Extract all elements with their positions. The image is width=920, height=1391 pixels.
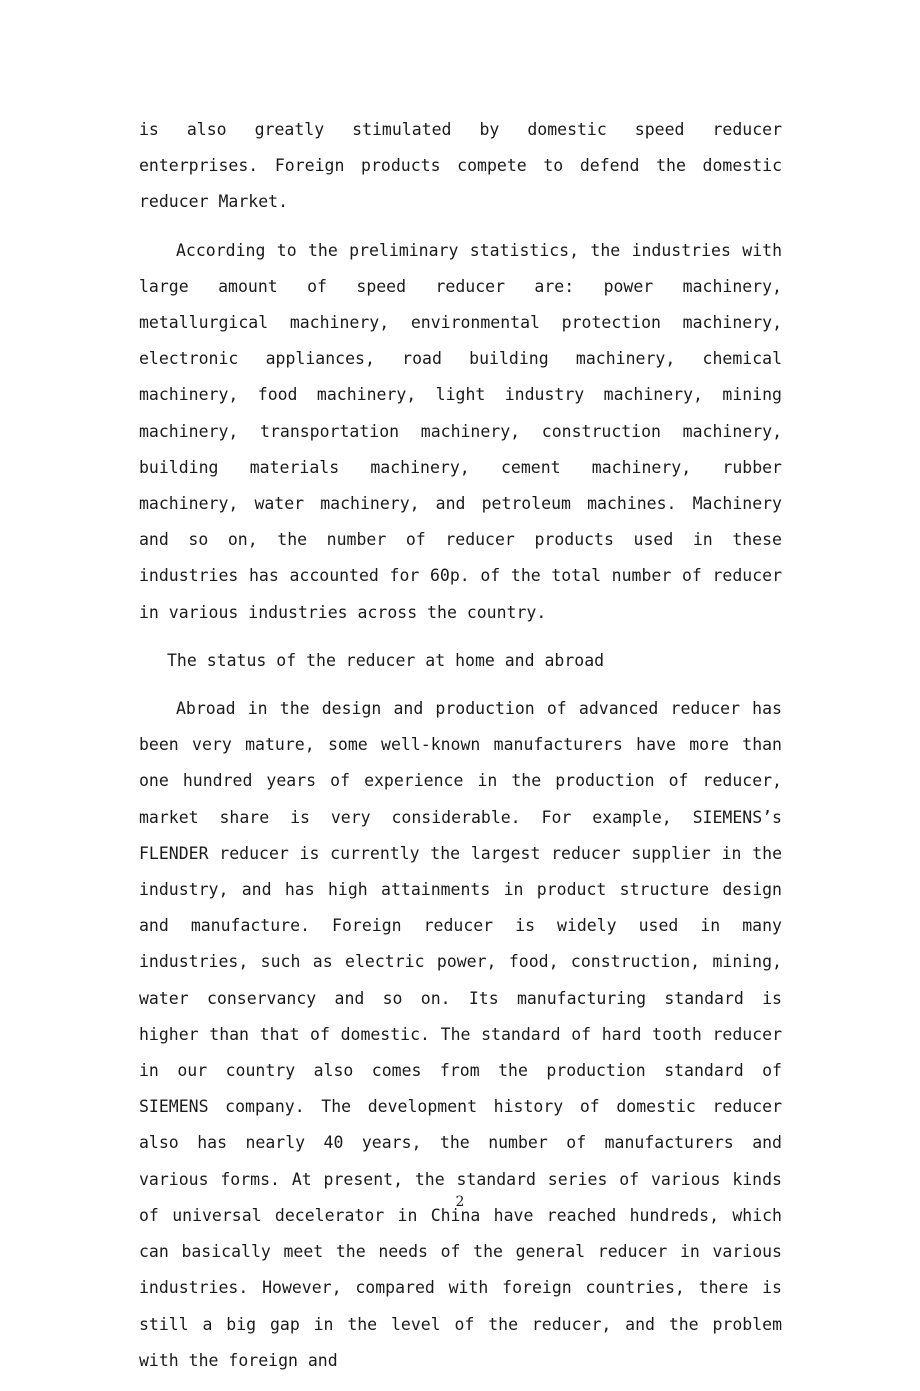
paragraph-status-abroad: Abroad in the design and production of advanced reducer has been very mature, some well-known manufacturers have more than one hundred years of experience in the production of reducer, market share is very considerable. For example, SIEMENS’s FLENDER reducer is currently the largest reducer supplier in the industry, and has high attainments in product structure design and manufacture. Foreign reducer is widely used in many industries, such as electric power, food, construction, mining, water conservancy and so on. Its manufacturing standard is higher than that of domestic. The standard of hard tooth reducer in our country also comes from the production standard of SIEMENS company. The development history of domestic reducer also has nearly 40 years, the number of manufacturers and various forms. At present, the standard series of various kinds of universal decelerator in China have reached hundreds, which can basically meet the needs of the general reducer in various industries. However, compared with foreign countries, there is still a big gap in the level of the reducer, and the problem with the foreign and — [139, 699, 782, 1370]
page-number: 2 — [455, 1194, 465, 1210]
paragraph-industries: According to the preliminary statistics, the industries with large amount of speed reducer are: power machinery, metallurgical machinery, environmental protection machinery, electronic appliances, road building machinery, chemical machinery, food machinery, light industry machinery, mining machinery, transportation machinery, construction machinery, building materials machinery, cement machinery, rubber machinery, water machinery, and petroleum machines. Machinery and so on, the number of reducer products used in these industries has accounted for 60p. of the total number of reducer in various industries across the country. — [139, 240, 782, 622]
paragraph-continuation: is also greatly stimulated by domestic speed reducer enterprises. Foreign products compete to defend the domestic reducer Market. — [139, 120, 782, 212]
section-heading: The status of the reducer at home and abroad — [167, 650, 605, 670]
